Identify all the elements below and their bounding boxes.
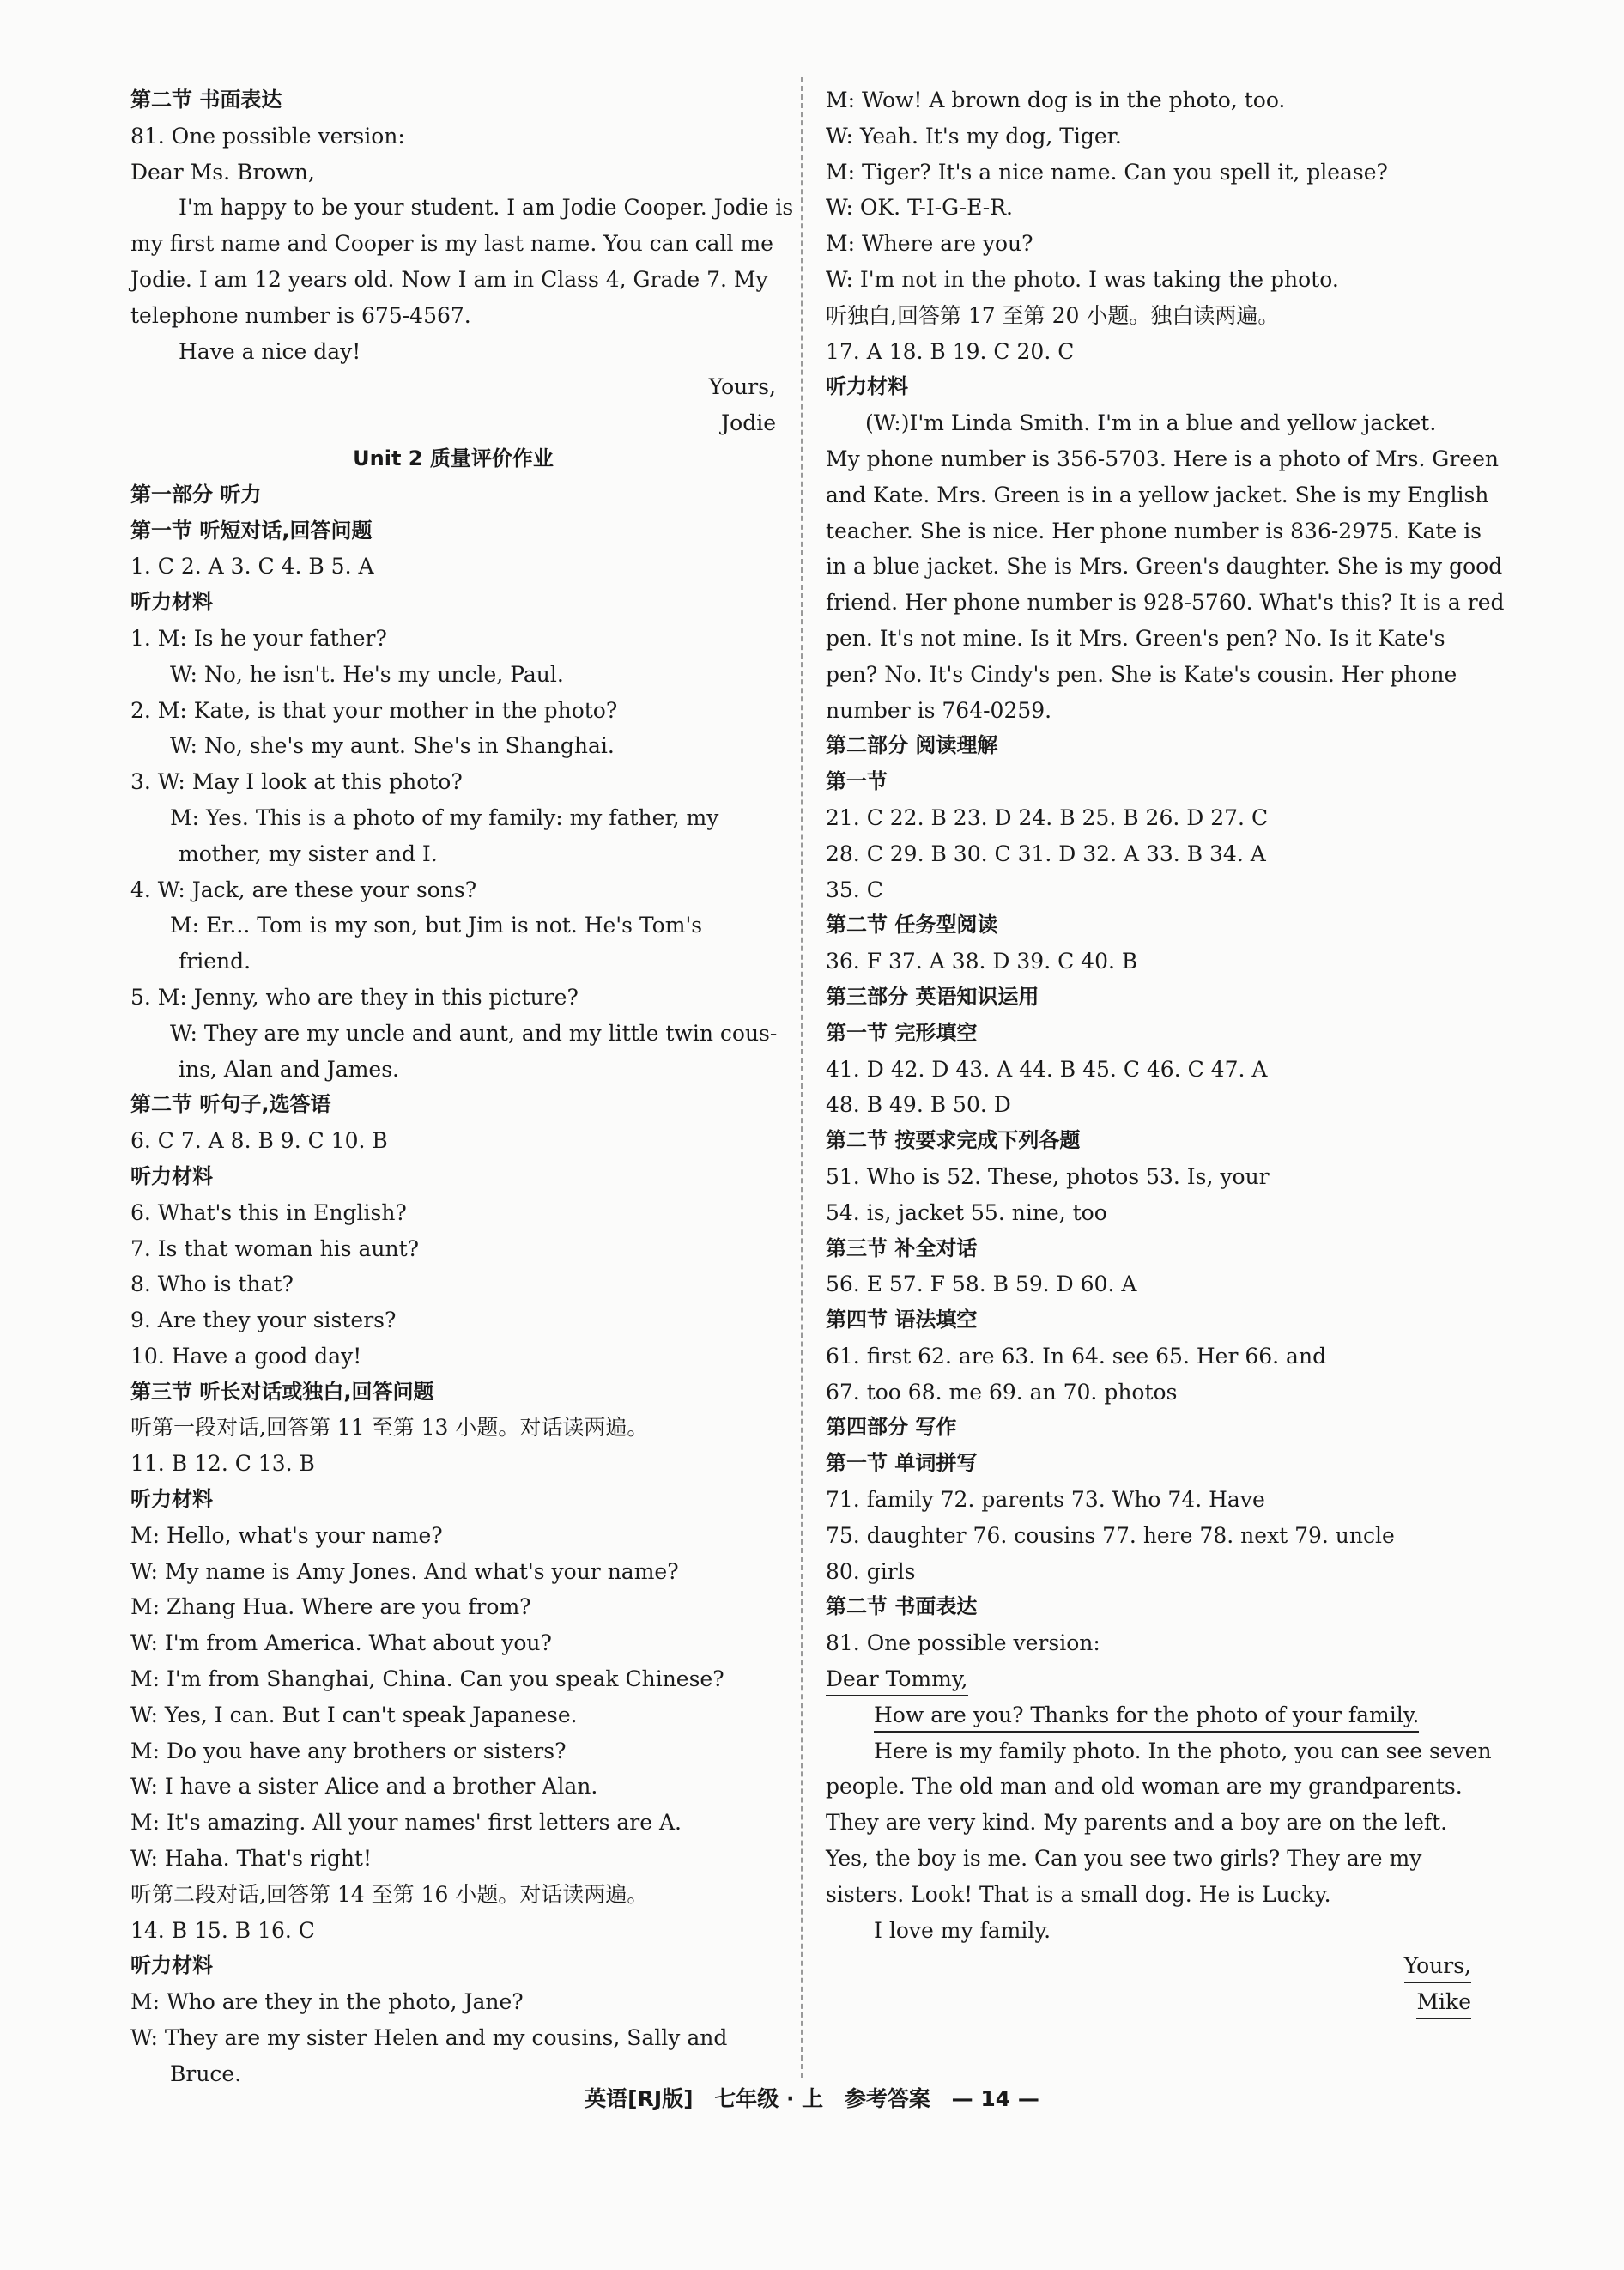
text-line (130, 800, 776, 836)
text-line (130, 155, 776, 191)
line-text: 56. E 57. F 58. B 59. D 60. A (826, 1272, 1137, 1297)
text-line (130, 1984, 776, 2020)
line-text: 听力材料 (130, 1163, 213, 1188)
line-text: W: They are my uncle and aunt, and my little twin cous- (170, 1020, 778, 1046)
line-text: Mike (1416, 1987, 1471, 2019)
line-text: (W:)I'm Linda Smith. I'm in a blue and yellow jacket. (865, 410, 1437, 436)
line-text: ins, Alan and James. (179, 1056, 399, 1082)
text-line (826, 836, 1471, 872)
line-text: 4. W: Jack, are these your sons? (130, 877, 477, 902)
text-line (826, 1805, 1471, 1841)
line-text: 35. C (826, 877, 883, 902)
text-line (826, 1733, 1492, 1769)
text-line (826, 693, 1471, 729)
text-line (130, 334, 776, 370)
text-line (130, 1446, 776, 1482)
line-text: 41. D 42. D 43. A 44. B 45. C 46. C 47. A (826, 1056, 1268, 1082)
section-heading (826, 1589, 1471, 1625)
text-line (130, 369, 776, 405)
line-text: 48. B 49. B 50. D (826, 1092, 1011, 1118)
line-text: 第一节 听短对话,回答问题 (130, 518, 373, 543)
section-heading (130, 1948, 776, 1984)
line-text: How are you? Thanks for the photo of your family. (874, 1700, 1419, 1733)
section-heading (130, 1482, 776, 1518)
line-text: 第二节 听句子,选答语 (130, 1092, 331, 1117)
section-heading (130, 477, 776, 513)
text-line (130, 118, 776, 155)
line-text: 第三节 补全对话 (826, 1235, 978, 1260)
text-line (130, 1877, 776, 1913)
right-column (826, 82, 1505, 2020)
text-line (826, 155, 1471, 191)
text-line (130, 872, 776, 908)
footer-label: 参考答案 (844, 2086, 930, 2111)
text-line (130, 1052, 776, 1088)
line-text: 11. B 12. C 13. B (130, 1451, 315, 1477)
section-heading (130, 1375, 776, 1411)
text-line (826, 1482, 1471, 1518)
text-line (826, 82, 1471, 118)
line-text: I love my family. (874, 1917, 1051, 1943)
line-text: 第四节 语法填空 (826, 1308, 978, 1332)
text-line (826, 1913, 1471, 1949)
line-text: sisters. Look! That is a small dog. He is Lucky. (826, 1881, 1331, 1907)
line-text: 28. C 29. B 30. C 31. D 32. A 33. B 34. A (826, 841, 1266, 866)
line-text: 2. M: Kate, is that your mother in the photo? (130, 697, 618, 723)
footer-page-number: — 14 — (951, 2086, 1039, 2111)
text-line (130, 262, 776, 298)
line-text: 听第一段对话,回答第 11 至第 13 小题。对话读两遍。 (130, 1415, 649, 1441)
text-line (130, 1913, 776, 1949)
text-line (130, 693, 776, 729)
text-line (826, 1697, 1471, 1733)
text-line (130, 764, 776, 800)
line-text: number is 764-0259. (826, 697, 1052, 723)
text-line (130, 1589, 776, 1625)
text-line (130, 1661, 776, 1697)
line-text: 7. Is that woman his aunt? (130, 1235, 420, 1261)
line-text: M: Zhang Hua. Where are you from? (130, 1594, 531, 1620)
section-heading (826, 1123, 1471, 1159)
line-text: teacher. She is nice. Her phone number is 836-2975. Kate is (826, 518, 1482, 543)
line-text: friend. (179, 949, 251, 974)
line-text: They are very kind. My parents and a boy are on the left. (826, 1810, 1448, 1836)
text-line (130, 836, 776, 872)
line-text: W: I'm from America. What about you? (130, 1630, 552, 1656)
line-text: 听力材料 (130, 1487, 213, 1512)
text-line (130, 1266, 776, 1302)
text-line (130, 907, 776, 944)
line-text: 5. M: Jenny, who are they in this picture? (130, 984, 579, 1010)
line-text: 1. C 2. A 3. C 4. B 5. A (130, 554, 374, 580)
line-text: W: My name is Amy Jones. And what's your name? (130, 1558, 679, 1584)
line-text: Yours, (1404, 1951, 1471, 1983)
line-text: M: I'm from Shanghai, China. Can you speak Chinese? (130, 1666, 724, 1692)
text-line (130, 980, 776, 1016)
section-heading (130, 585, 776, 621)
text-line (130, 549, 776, 585)
line-text: mother, my sister and I. (179, 841, 438, 866)
line-text: M: Yes. This is a photo of my family: my father, my (170, 804, 719, 830)
left-column (130, 82, 794, 2092)
text-line (130, 190, 794, 226)
line-text: 81. One possible version: (130, 123, 405, 149)
text-line (130, 621, 776, 657)
line-text: 3. W: May I look at this photo? (130, 769, 463, 795)
text-line (826, 441, 1499, 477)
text-line (130, 944, 776, 980)
section-heading (826, 980, 1471, 1016)
text-line (130, 298, 776, 334)
section-heading (826, 1410, 1471, 1446)
text-line (826, 585, 1505, 621)
text-line (130, 1733, 776, 1769)
line-text: My phone number is 356-5703. Here is a photo of Mrs. Green (826, 446, 1499, 471)
line-text: Have a nice day! (179, 338, 361, 364)
line-text: W: Yes, I can. But I can't speak Japanese. (130, 1702, 578, 1727)
line-text: M: Where are you? (826, 231, 1033, 257)
text-line (130, 1841, 776, 1877)
text-line (826, 513, 1482, 549)
text-line (130, 1697, 776, 1733)
line-text: W: OK. T-I-G-E-R. (826, 195, 1013, 221)
line-text: W: Haha. That's right! (130, 1846, 373, 1872)
line-text: Dear Ms. Brown, (130, 159, 315, 185)
line-text: 75. daughter 76. cousins 77. here 78. next 79. uncle (826, 1522, 1395, 1548)
line-text: and Kate. Mrs. Green is in a yellow jacket. She is my English (826, 482, 1489, 507)
line-text: W: No, he isn't. He's my uncle, Paul. (170, 661, 564, 687)
text-line (130, 1518, 776, 1554)
line-text: 第一部分 听力 (130, 482, 262, 507)
line-text: M: It's amazing. All your names' first letters are A. (130, 1810, 682, 1836)
text-line (130, 1625, 776, 1661)
line-text: 第二节 任务型阅读 (826, 913, 998, 938)
line-text: 第二节 按要求完成下列各题 (826, 1128, 1081, 1153)
line-text: 第二节 书面表达 (826, 1594, 978, 1619)
text-line (826, 262, 1471, 298)
column-divider (801, 77, 803, 2078)
line-text: Here is my family photo. In the photo, you can see seven (874, 1738, 1492, 1763)
text-line (130, 1302, 776, 1338)
text-line (826, 549, 1503, 585)
line-text: 6. What's this in English? (130, 1199, 407, 1225)
text-line (826, 1841, 1471, 1877)
line-text: 听力材料 (130, 1953, 213, 1978)
text-line (130, 2020, 776, 2056)
line-text: Unit 2 质量评价作业 (353, 446, 554, 470)
line-text: 听独白,回答第 17 至第 20 小题。独白读两遍。 (826, 302, 1280, 328)
text-line (826, 1518, 1471, 1554)
text-line (826, 800, 1471, 836)
line-text: I'm happy to be your student. I am Jodie Cooper. Jodie is (179, 195, 794, 221)
section-heading (130, 1087, 776, 1123)
text-line (826, 1195, 1471, 1231)
line-text: 第三节 听长对话或独白,回答问题 (130, 1379, 434, 1404)
line-text: Bruce. (170, 2061, 242, 2086)
text-line (826, 1338, 1471, 1375)
line-text: M: Er... Tom is my son, but Jim is not. He's Tom's (170, 913, 703, 938)
text-line (826, 226, 1471, 262)
line-text: 第二部分 阅读理解 (826, 733, 998, 758)
line-text: 14. B 15. B 16. C (130, 1917, 315, 1943)
text-line (826, 1052, 1471, 1088)
section-heading (826, 907, 1471, 944)
line-text: Jodie (721, 410, 776, 436)
section-heading (826, 764, 1471, 800)
text-line (130, 1805, 776, 1841)
line-text: M: Tiger? It's a nice name. Can you spell it, please? (826, 159, 1388, 185)
line-text: 67. too 68. me 69. an 70. photos (826, 1379, 1178, 1405)
line-text: 10. Have a good day! (130, 1343, 362, 1369)
text-line (826, 334, 1471, 370)
line-text: Yours, (708, 374, 776, 400)
text-line (130, 405, 776, 441)
section-heading (826, 728, 1471, 764)
line-text: 17. A 18. B 19. C 20. C (826, 338, 1075, 364)
text-line (826, 1948, 1471, 1984)
line-text: in a blue jacket. She is Mrs. Green's daughter. She is my good (826, 554, 1503, 580)
text-line (130, 1016, 776, 1052)
text-line (130, 1123, 776, 1159)
line-text: 第一节 (826, 769, 888, 794)
text-line (826, 1769, 1471, 1805)
line-text: 81. One possible version: (826, 1630, 1100, 1656)
line-text: 6. C 7. A 8. B 9. C 10. B (130, 1128, 388, 1154)
section-heading (826, 1231, 1471, 1267)
line-text: people. The old man and old woman are my grandparents. (826, 1774, 1463, 1800)
line-text: 71. family 72. parents 73. Who 74. Have (826, 1487, 1265, 1513)
text-line (826, 477, 1489, 513)
section-heading (826, 1016, 1471, 1052)
text-line (826, 190, 1471, 226)
line-text: 21. C 22. B 23. D 24. B 25. B 26. D 27. C (826, 804, 1269, 830)
line-text: M: Who are they in the photo, Jane? (130, 1989, 524, 2015)
text-line (826, 1375, 1471, 1411)
text-line (826, 1159, 1471, 1195)
line-text: 36. F 37. A 38. D 39. C 40. B (826, 949, 1138, 974)
line-text: telephone number is 675-4567. (130, 302, 471, 328)
line-text: 听力材料 (826, 374, 908, 399)
text-line (130, 226, 776, 262)
line-text: 听力材料 (130, 590, 213, 615)
text-line (826, 1266, 1471, 1302)
line-text: 第四部分 写作 (826, 1415, 957, 1440)
section-heading (826, 1446, 1471, 1482)
text-line (130, 728, 776, 764)
text-line (130, 657, 776, 693)
footer-grade: 七年级 · 上 (714, 2086, 824, 2111)
section-heading (130, 1159, 776, 1195)
footer-subject: 英语[RJ版] (585, 2086, 694, 2111)
section-heading (130, 82, 776, 118)
line-text: W: I have a sister Alice and a brother Alan. (130, 1774, 598, 1800)
text-line (826, 1087, 1471, 1123)
line-text: W: They are my sister Helen and my cousins, Sally and (130, 2025, 728, 2051)
line-text: M: Wow! A brown dog is in the photo, too. (826, 88, 1286, 112)
text-line (826, 621, 1471, 657)
line-text: 8. Who is that? (130, 1272, 294, 1297)
text-line (826, 405, 1471, 441)
text-line (130, 1769, 776, 1805)
line-text: Jodie. I am 12 years old. Now I am in Class 4, Grade 7. My (130, 266, 768, 292)
line-text: W: Yeah. It's my dog, Tiger. (826, 123, 1122, 149)
line-text: Dear Tommy, (826, 1664, 968, 1696)
line-text: W: No, she's my aunt. She's in Shanghai. (170, 733, 615, 759)
line-text: W: I'm not in the photo. I was taking the photo. (826, 266, 1339, 292)
text-line (826, 657, 1471, 693)
text-line (826, 118, 1471, 155)
page-footer (0, 2082, 1624, 2113)
text-line (826, 1661, 1471, 1697)
text-line (826, 944, 1471, 980)
text-line (826, 1984, 1471, 2020)
text-line (826, 1554, 1471, 1590)
text-line (826, 298, 1471, 334)
section-heading (826, 369, 1471, 405)
line-text: 61. first 62. are 63. In 64. see 65. Her 66. and (826, 1343, 1327, 1369)
line-text: 第一节 单词拼写 (826, 1451, 978, 1476)
line-text: 80. girls (826, 1558, 916, 1584)
line-text: pen. It's not mine. Is it Mrs. Green's pen? No. Is it Kate's (826, 625, 1445, 651)
line-text: my first name and Cooper is my last name. You can call me (130, 231, 773, 257)
line-text: friend. Her phone number is 928-5760. What's this? It is a red (826, 590, 1505, 616)
line-text: 第三部分 英语知识运用 (826, 984, 1039, 1009)
text-line (130, 1410, 776, 1446)
line-text: Yes, the boy is me. Can you see two girls? They are my (826, 1846, 1422, 1872)
line-text: 第二节 书面表达 (130, 88, 282, 112)
line-text: 9. Are they your sisters? (130, 1308, 397, 1333)
line-text: pen? No. It's Cindy's pen. She is Kate's cousin. Her phone (826, 661, 1457, 687)
line-text: M: Do you have any brothers or sisters? (130, 1738, 567, 1763)
section-heading (130, 513, 776, 549)
line-text: 1. M: Is he your father? (130, 625, 387, 651)
text-line (826, 1625, 1471, 1661)
text-line (130, 1231, 776, 1267)
text-line (826, 1877, 1471, 1913)
text-line (826, 872, 1471, 908)
section-heading (130, 441, 776, 477)
line-text: 听第二段对话,回答第 14 至第 16 小题。对话读两遍。 (130, 1881, 649, 1907)
line-text: 51. Who is 52. These, photos 53. Is, your (826, 1163, 1270, 1189)
line-text: 第一节 完形填空 (826, 1020, 978, 1045)
line-text: M: Hello, what's your name? (130, 1522, 443, 1548)
section-heading (826, 1302, 1471, 1338)
line-text: 54. is, jacket 55. nine, too (826, 1199, 1107, 1225)
text-line (130, 1338, 776, 1375)
text-line (130, 1554, 776, 1590)
text-line (130, 1195, 776, 1231)
